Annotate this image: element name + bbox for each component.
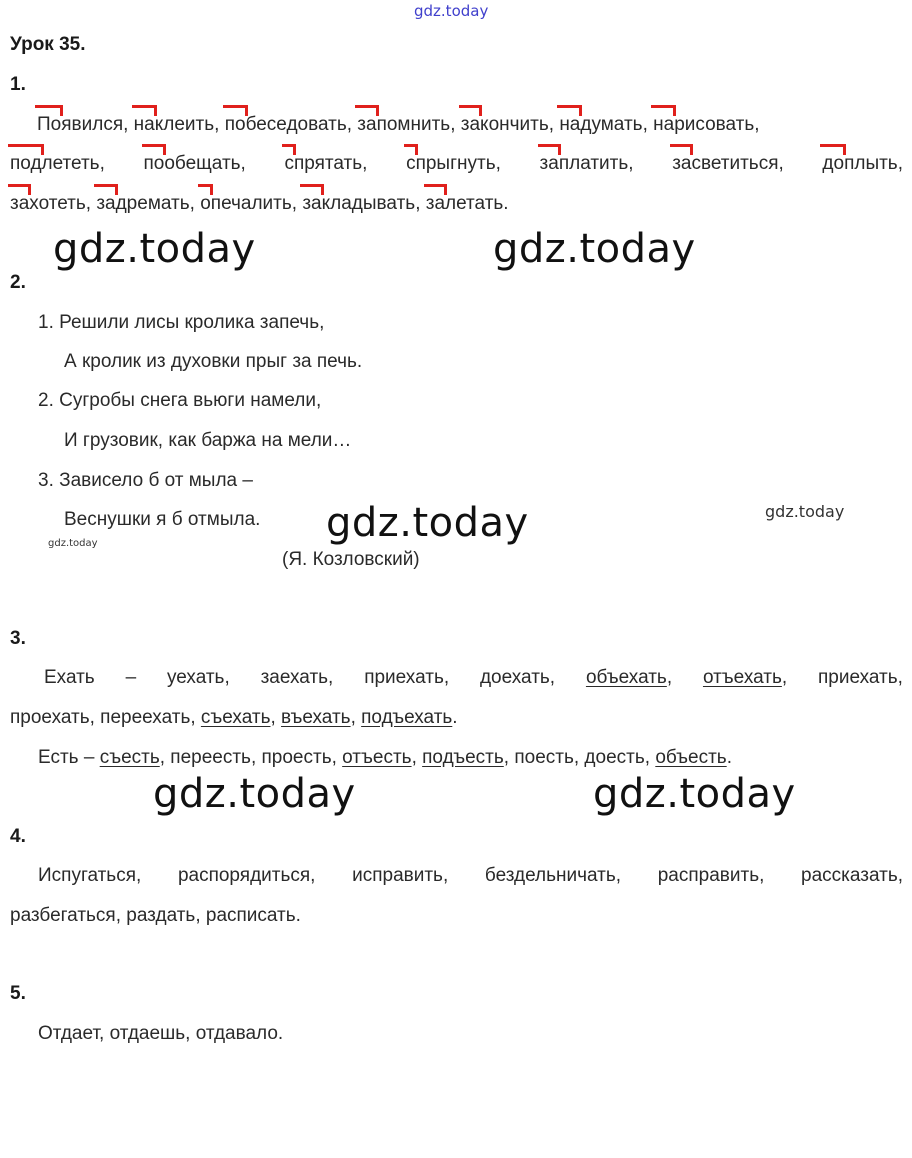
text-run: . [452,707,458,728]
word-stem: обещать, [164,153,246,174]
watermark: gdz.today [493,226,696,272]
prefix-mark: за [10,193,30,214]
underlined-word: отъехать [702,667,782,688]
exercise-1-number: 1. [10,74,26,95]
prefix-mark: на [559,114,581,135]
exercise-5-number: 5. [10,983,26,1004]
prefix-mark: за [672,153,692,174]
word: приехать, [818,667,903,688]
exercise-1-line-3: захотеть, задремать, опечалить, закладывать, залетать. [10,193,509,214]
watermark: gdz.today [153,771,356,817]
poem-author: (Я. Козловский) [282,549,420,570]
prefix-mark: под [10,153,42,174]
prefix-mark: до [822,153,845,174]
word-stem: беседовать [245,114,347,135]
exercise-2-number: 2. [10,272,26,293]
underlined-word: въехать [281,707,351,728]
underlined-word: подъехать [361,707,453,728]
word [200,193,292,214]
text-run: Есть – [38,747,100,768]
word [225,114,347,135]
word-stem: прятать, [293,153,368,174]
text-run: проехать, переехать, [10,707,201,728]
watermark-top: gdz.today [414,2,489,20]
word-stem: плыть, [844,153,903,174]
text-run: , [411,747,423,768]
prefix-mark: с [284,153,294,174]
exercise-5-line-1: Отдает, отдаешь, отдавало. [38,1023,284,1044]
prefix-mark: за [460,114,481,135]
exercise-3-line-3 [38,747,912,769]
word: доехать, [479,667,556,688]
prefix-mark: за [302,193,322,214]
word: заехать, [260,667,334,688]
text-run: , [350,707,362,728]
exercise-3-line-1 [44,667,903,689]
exercise-1-line-2 [10,153,903,175]
prefix-mark: с [406,153,416,174]
word [10,153,105,174]
exercise-3-number: 3. [10,628,26,649]
word-stem: светиться, [691,153,784,174]
poem-line: А кролик из духовки прыг за печь. [64,351,363,372]
poem-line: И грузовик, как баржа на мели… [64,430,352,451]
prefix-mark: за [425,193,446,214]
word-stem: кончить [480,114,549,135]
word-stem: прыгнуть, [415,153,501,174]
underlined-word: съесть [99,747,160,768]
word [822,153,903,174]
word-stem: явился [61,114,124,135]
word-stem: летать. [445,193,509,214]
word: объехать, [585,667,673,688]
text-run: , переесть, проесть, [159,747,343,768]
word: – [125,667,137,688]
word [96,193,189,214]
word [284,153,367,174]
word [672,153,784,174]
lesson-title: Урок 35. [10,34,86,55]
watermark: gdz.today [326,500,529,546]
word: отъехать, [702,667,788,688]
prefix-mark: за [357,114,377,135]
word [461,114,549,135]
word-stem: клеить [154,114,215,135]
poem-line: Веснушки я б отмыла. [64,509,261,530]
prefix-mark: на [133,114,155,135]
word [559,114,642,135]
exercise-4-line-2: разбегаться, раздать, расписать. [10,905,301,926]
exercise-4-line-1: Испугаться, распорядиться, исправить, бездельничать, расправить, рассказать, [38,865,903,886]
prefix-mark: за [96,193,116,214]
watermark: gdz.today [765,502,845,521]
word [302,193,415,214]
word-stem: рисовать, [674,114,760,135]
text-run: , [270,707,282,728]
exercise-1-line-1: Появился, наклеить, побеседовать, запомнить, закончить, надумать, нарисовать, [37,114,760,135]
word-stem: лететь, [41,153,105,174]
prefix-mark: за [539,153,559,174]
word-stem: хотеть [29,193,86,214]
word [357,114,450,135]
poem-line: 2. Сугробы снега вьюги намели, [38,390,322,411]
word-stem: дремать [115,193,190,214]
word-stem: помнить [376,114,451,135]
prefix-mark: о [200,193,211,214]
watermark: gdz.today [593,771,796,817]
word: приехать, [364,667,450,688]
prefix-mark: на [653,114,675,135]
underlined-word: съехать [200,707,271,728]
word [10,193,86,214]
poem-line: 1. Решили лисы кролика запечь, [38,312,325,333]
word-stem: думать [580,114,643,135]
watermark: gdz.today [48,538,98,549]
prefix-mark: По [37,114,62,135]
underlined-word: объесть [655,747,727,768]
watermark: gdz.today [53,226,256,272]
word [134,114,214,135]
prefix-mark: по [224,114,246,135]
word-stem: кладывать [321,193,416,214]
text-run: , поесть, доесть, [503,747,656,768]
word-stem: платить, [558,153,634,174]
exercise-3-line-2 [10,707,903,729]
word [406,153,501,174]
text-run: . [726,747,732,768]
word [144,153,246,174]
word [37,114,123,135]
underlined-word: отъесть [342,747,412,768]
word: Ехать [44,667,95,688]
word-stem: печалить [210,193,292,214]
prefix-mark: по [143,153,165,174]
word [426,193,509,214]
exercise-4-number: 4. [10,826,26,847]
poem-line: 3. Зависело б от мыла – [38,470,253,491]
word: уехать, [166,667,230,688]
word [540,153,634,174]
word [653,114,759,135]
underlined-word: объехать [585,667,667,688]
underlined-word: подъесть [422,747,504,768]
